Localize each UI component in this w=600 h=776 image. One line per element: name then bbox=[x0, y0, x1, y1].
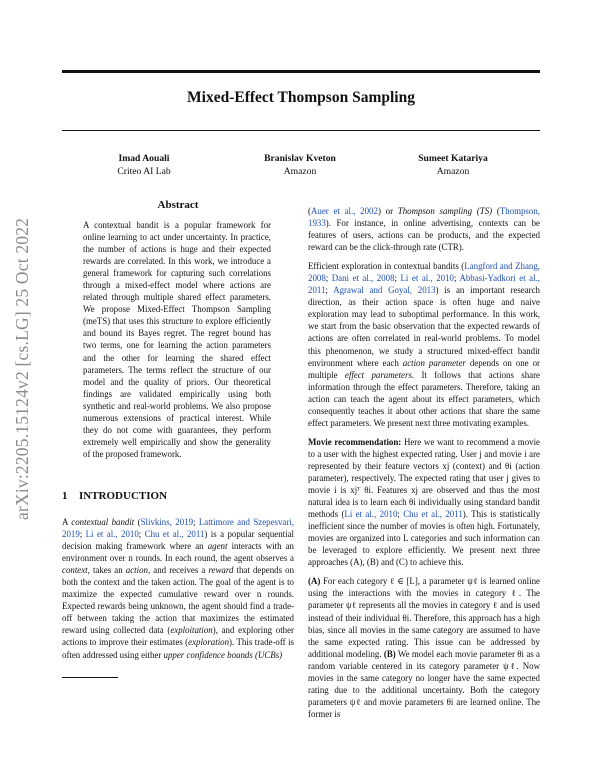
citation-link[interactable]: Langford and Zhang, 2008 bbox=[308, 261, 540, 284]
paragraph-lead: (B) bbox=[383, 648, 396, 659]
right-column bbox=[308, 205, 540, 727]
citation-link[interactable]: Li et al., 2010 bbox=[400, 273, 454, 284]
citation-link[interactable]: Li et al., 2010 bbox=[85, 529, 139, 540]
citation-link[interactable]: Auer et al., 2002 bbox=[310, 206, 378, 216]
citation-link[interactable]: Slivkins, 2019 bbox=[140, 517, 194, 527]
body-paragraph: Movie recommendation: Here we want to recommend a movie to a user with the highest expected rating. User j and movie i are represented by their feature vectors xj (context) and θi (action parameter), respectively. The expected rating that user j gives to movie i is xjᵀ θi. Features xj are observed and thus the most natural idea is to learn each θi individually using standard bandit methods (Li et al., 2010; Chu et al., 2011). This is statistically inefficient since the number of movies is often high. Fortunately, movies are organized into L categories and such information can be leveraged to explore efficiently. We present next three approaches (A), (B) and (C) to achieve this. bbox=[308, 436, 541, 568]
abstract-text: A contextual bandit is a popular framework for online learning to act under uncertainty. In practice, the number of actions is huge and their expected rewards are correlated. In this work, we introduce a general framework for capturing such correlations through a mixed-effect model where actions are related through multiple shared effect parameters. We propose Mixed-Effect Thompson Sampling (meTS) that uses this structure to explore efficiently and bound its Bayes regret. The regret bound has two terms, one for learning the action parameters and the other for learning the shared effect parameters. The terms reflect the structure of our model and the quality of priors. Our theoretical findings are validated empirically using both synthetic and real-world problems. We also propose numerous extensions of practical interest. While they do not come with guarantees, they perform extremely well empirically and show the generality of the proposed framework. bbox=[83, 220, 271, 459]
author-name: Sumeet Katariya bbox=[418, 153, 488, 164]
term: Thompson sampling (TS) bbox=[397, 206, 493, 216]
paragraph-lead: Movie recommendation: bbox=[308, 436, 402, 447]
term: exploration bbox=[188, 637, 230, 648]
term: action parameter bbox=[402, 357, 466, 368]
author-block bbox=[393, 153, 513, 178]
term: exploitation bbox=[170, 625, 213, 636]
footnote-rule bbox=[62, 677, 118, 678]
body-paragraph: Efficient exploration in contextual bandits (Langford and Zhang, 2008; Dani et al., 2008; Li et al., 2010; Abbasi-Yadkori et al., 2011; Agrawal and Goyal, 2013) is an important research direction, as their action space is often huge and naive exploration may lead to suboptimal performance. In this work, we start from the basic observation that the expected rewards of actions are often correlated in real-world problems. To model this phenomenon, we study a structured mixed-effect bandit environment where each action parameter depends on one or multiple effect parameters. It follows that actions share information through the effect parameters. Therefore, taking an action can teach the agent about its effect parameters, which consequently teaches it about other actions that share the same effect parameters. We present next three motivating examples. bbox=[308, 261, 541, 428]
author-block bbox=[240, 153, 360, 178]
title-rule-bottom bbox=[62, 130, 540, 131]
citation-link[interactable]: Chu et al., 2011 bbox=[403, 509, 463, 520]
section-title: INTRODUCTION bbox=[79, 490, 168, 502]
body-paragraph: (A) For each category ℓ ∈ [L], a parameter ψℓ is learned online using the interactions with the movies in category ℓ. The parameter ψℓ represents all the movies in category ℓ and is used instead of their individual θi. Therefore, this approach has a high bias, since all movies in the same category are assumed to have the same expected rating. This issue can be addressed by additional modeling. (B) We model each movie parameter θi as a random variable centered in its category parameter ψℓ. Now movies in the same category no longer have the same expected rating due to the additional uncertainty. Both the category parameters ψℓ and movie parameters θi are learned online. The former is bbox=[308, 576, 541, 719]
term: contextual bandit bbox=[71, 517, 135, 527]
intro-paragraph: A contextual bandit (Slivkins, 2019; Lattimore and Szepesvari, 2019; Li et al., 2010; Chu et al., 2011) is a popular sequential decision making framework where an agent interacts with an environment over n rounds. In each round, the agent observes a context, takes an action, and receives a reward that depends on both the context and the taken action. The goal of the agent is to maximize the expected cumulative reward over n rounds. Expected rewards being unknown, the agent should find a trade-off between taking the action that maximizes the estimated reward using collected data (exploitation), and exploring other actions to improve their estimates (exploration). This trade-off is often addressed using either upper confidence bounds (UCBs) bbox=[62, 517, 295, 660]
term: upper confidence bounds (UCBs) bbox=[163, 649, 283, 660]
section-number: 1 bbox=[62, 490, 68, 502]
citation-link[interactable]: Thompson, 1933 bbox=[308, 206, 540, 229]
author-affiliation: Amazon bbox=[436, 165, 470, 177]
body-paragraph: (Auer et al., 2002) or Thompson sampling (TS) (Thompson, 1933). For instance, in online advertising, contexts can be features of users, actions can be products, and the expected reward can be the click-through rate (CTR). bbox=[308, 206, 540, 253]
citation-link[interactable]: Li et al., 2010 bbox=[344, 509, 398, 520]
term: agent bbox=[207, 541, 228, 552]
intro-column bbox=[62, 516, 294, 668]
citation-link[interactable]: Chu et al., 2011 bbox=[144, 529, 205, 540]
abstract-heading: Abstract bbox=[157, 199, 199, 211]
title-rule-top bbox=[62, 70, 540, 73]
author-affiliation: Amazon bbox=[283, 165, 317, 177]
paper-title: Mixed-Effect Thompson Sampling bbox=[187, 89, 415, 106]
term: action bbox=[125, 565, 148, 576]
term: context bbox=[62, 565, 88, 576]
author-name: Branislav Kveton bbox=[264, 153, 336, 164]
paragraph-lead: (A) bbox=[308, 576, 321, 587]
author-block bbox=[84, 153, 204, 178]
author-name: Imad Aouali bbox=[118, 153, 170, 164]
arxiv-identifier: arXiv:2205.15124v2 [cs.LG] 25 Oct 2022 bbox=[12, 217, 32, 520]
citation-link[interactable]: Agrawal and Goyal, 2013 bbox=[333, 285, 436, 296]
section-heading bbox=[62, 490, 167, 502]
author-affiliation: Criteo AI Lab bbox=[117, 165, 171, 177]
citation-link[interactable]: Abbasi-Yadkori et al., 2011 bbox=[308, 273, 541, 296]
term: effect parameters bbox=[344, 369, 412, 380]
term: reward bbox=[208, 565, 234, 576]
citation-link[interactable]: Lattimore and Szepesvari, 2019 bbox=[62, 517, 295, 540]
citation-link[interactable]: Dani et al., 2008 bbox=[331, 273, 395, 284]
